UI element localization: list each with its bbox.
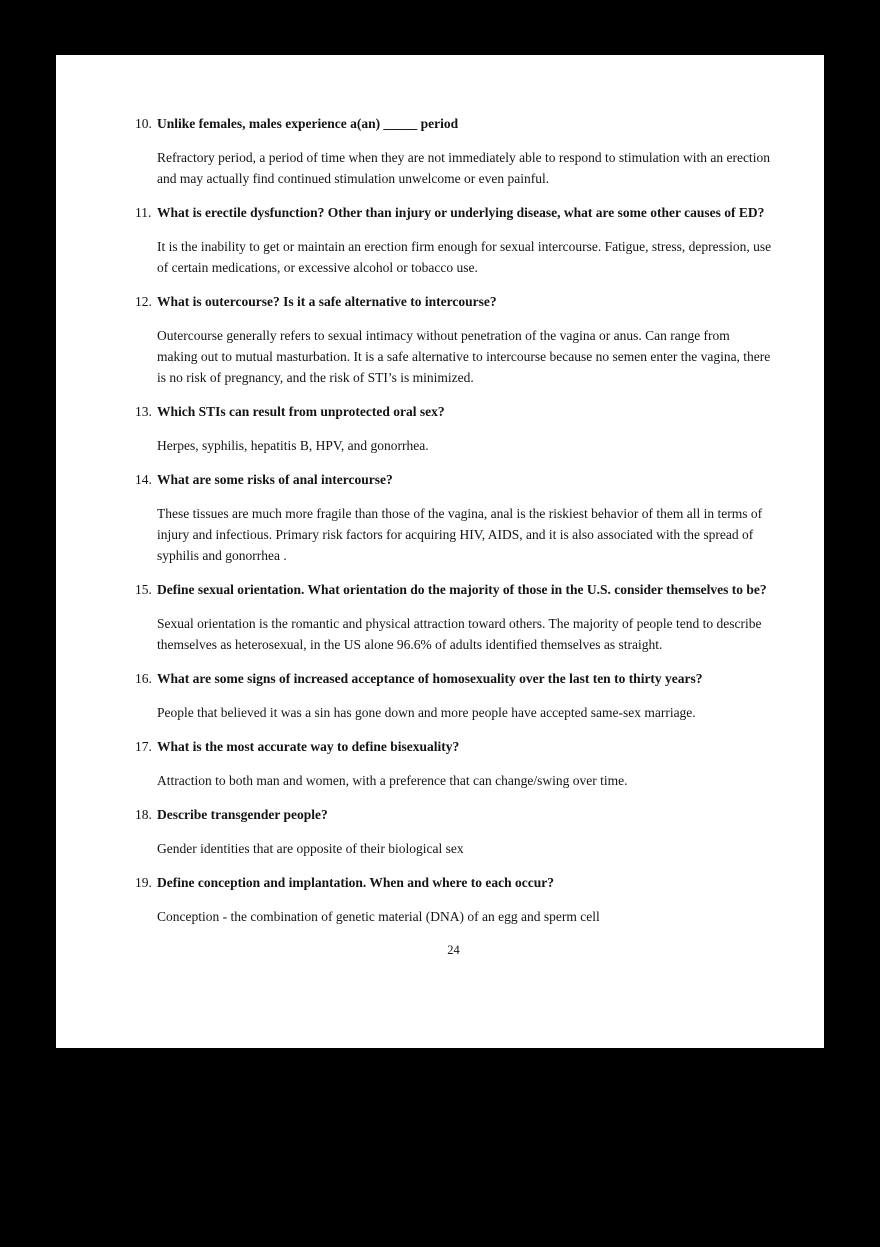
question-number: 12. [135, 294, 152, 309]
qa-item [135, 804, 772, 859]
question-line [135, 469, 772, 490]
question-text: What is the most accurate way to define bisexuality? [157, 739, 460, 754]
question-line [135, 668, 772, 689]
question-number: 17. [135, 739, 152, 754]
question-text: Which STIs can result from unprotected oral sex? [157, 404, 445, 419]
qa-item [135, 291, 772, 388]
page-number: 24 [447, 943, 460, 957]
answer-text: Herpes, syphilis, hepatitis B, HPV, and gonorrhea. [157, 438, 429, 453]
question-number: 13. [135, 404, 152, 419]
question-number: 15. [135, 582, 152, 597]
question-number: 16. [135, 671, 152, 686]
answer-text: Gender identities that are opposite of their biological sex [157, 841, 464, 856]
question-text: What are some signs of increased acceptance of homosexuality over the last ten to thirty years? [157, 671, 703, 686]
question-number: 11. [135, 205, 152, 220]
answer-text: Outercourse generally refers to sexual intimacy without penetration of the vagina or anus. Can range from making out to mutual masturbation. It is a safe alternative to intercourse because no semen enter the vagina, there is no risk of pregnancy, and the risk of STI’s is minimized. [157, 328, 771, 385]
answer-text: Conception - the combination of genetic material (DNA) of an egg and sperm cell [157, 909, 600, 924]
question-line [135, 202, 772, 223]
question-number: 19. [135, 875, 152, 890]
question-text: Unlike females, males experience a(an) _____ period [157, 116, 459, 131]
qa-item [135, 579, 772, 655]
question-line [135, 736, 772, 757]
question-number: 14. [135, 472, 152, 487]
question-line [135, 291, 772, 312]
qa-item [135, 202, 772, 278]
question-text: Define conception and implantation. When and where to each occur? [157, 875, 555, 890]
answer-text: People that believed it was a sin has gone down and more people have accepted same-sex marriage. [157, 705, 696, 720]
question-text: Define sexual orientation. What orientation do the majority of those in the U.S. consider themselves to be? [157, 582, 767, 597]
answer-text: Attraction to both man and women, with a preference that can change/swing over time. [157, 773, 628, 788]
qa-item [135, 872, 772, 927]
question-line [135, 804, 772, 825]
qa-item [135, 469, 772, 566]
qa-item [135, 736, 772, 791]
question-number: 10. [135, 116, 152, 131]
answer-text: Refractory period, a period of time when they are not immediately able to respond to stimulation with an erection and may actually find continued stimulation unwelcome or even painful. [157, 150, 770, 186]
qa-item [135, 401, 772, 456]
answer-text: These tissues are much more fragile than those of the vagina, anal is the riskiest behavior of them all in terms of injury and infectious. Primary risk factors for acquiring HIV, AIDS, and it is also associated with the spread of syphilis and gonorrhea . [157, 506, 763, 563]
document-content [56, 55, 824, 961]
question-number: 18. [135, 807, 152, 822]
qa-item [135, 668, 772, 723]
answer-text: It is the inability to get or maintain an erection firm enough for sexual intercourse. Fatigue, stress, depression, use of certain medications, or excessive alcohol or tobacco use. [157, 239, 772, 275]
document-page [56, 55, 824, 1048]
question-line [135, 872, 772, 893]
question-text: What is erectile dysfunction? Other than injury or underlying disease, what are some other causes of ED? [157, 205, 765, 220]
question-text: What is outercourse? Is it a safe alternative to intercourse? [157, 294, 497, 309]
question-text: Describe transgender people? [157, 807, 328, 822]
question-line [135, 113, 772, 134]
question-text: What are some risks of anal intercourse? [157, 472, 393, 487]
answer-text: Sexual orientation is the romantic and physical attraction toward others. The majority of people tend to describe themselves as heterosexual, in the US alone 96.6% of adults identified themselves as straight. [157, 616, 762, 652]
question-line [135, 401, 772, 422]
qa-item [135, 113, 772, 189]
question-line [135, 579, 772, 600]
